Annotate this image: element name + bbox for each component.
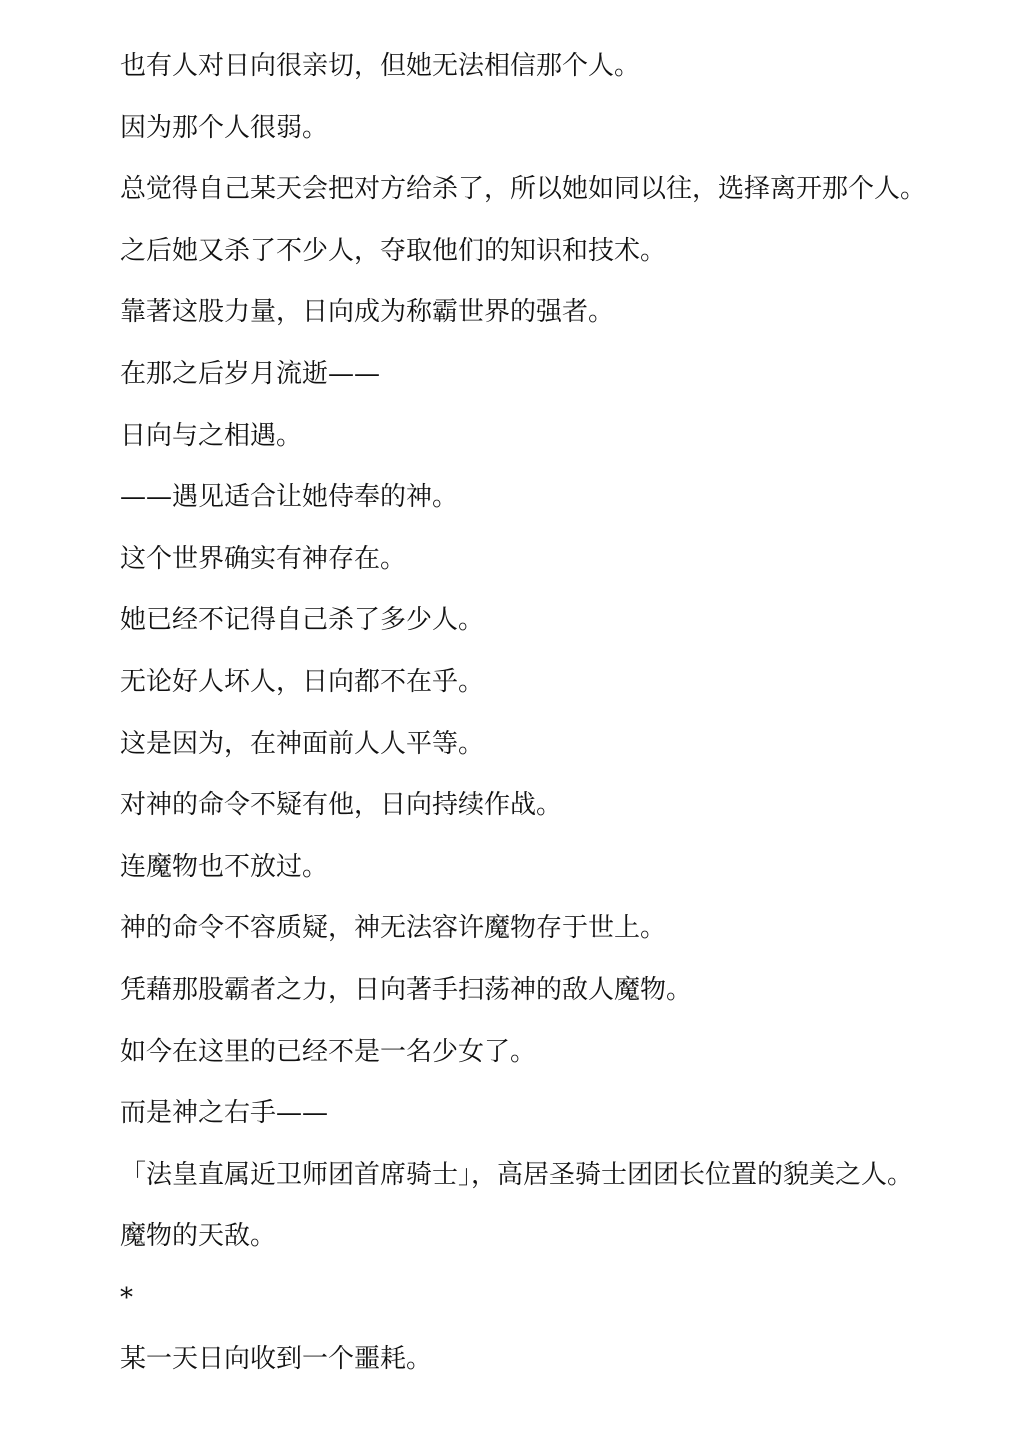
paragraph-7: 日向与之相遇。 [120,420,303,451]
paragraph-4: 之后她又杀了不少人，夺取他们的知识和技术。 [120,235,667,266]
paragraph-21: 某一天日向收到一个噩耗。 [120,1344,433,1375]
body-text [120,44,1000,1399]
paragraph-2: 因为那个人很弱。 [120,112,329,143]
paragraph-1: 也有人对日向很亲切，但她无法相信那个人。 [120,51,641,81]
paragraph-8: ——遇见适合让她侍奉的神。 [120,482,459,513]
paragraph-9: 这个世界确实有神存在。 [120,543,407,574]
paragraph-18: 而是神之右手—— [120,1098,329,1129]
paragraph-14: 连魔物也不放过。 [120,851,329,882]
paragraph-16: 凭藉那股霸者之力，日向著手扫荡神的敌人魔物。 [120,974,693,1005]
paragraph-10: 她已经不记得自己杀了多少人。 [120,605,485,636]
paragraph-3: 总觉得自己某天会把对方给杀了，所以她如同以往，选择离开那个人。 [120,174,927,205]
paragraph-19: 「法皇直属近卫师团首席骑士」，高居圣骑士团团长位置的貌美之人。 [120,1159,914,1190]
paragraph-5: 靠著这股力量，日向成为称霸世界的强者。 [120,297,615,328]
paragraph-13: 对神的命令不疑有他，日向持续作战。 [120,790,563,821]
paragraph-20: 魔物的天敌。 [120,1221,277,1252]
paragraph-12: 这是因为，在神面前人人平等。 [120,728,485,759]
paragraph-15: 神的命令不容质疑，神无法容许魔物存于世上。 [120,913,667,944]
paragraph-17: 如今在这里的已经不是一名少女了。 [120,1036,537,1067]
paragraph-6: 在那之后岁月流逝—— [120,358,381,389]
paragraph-11: 无论好人坏人，日向都不在乎。 [120,666,485,697]
section-break: * [120,1282,133,1313]
